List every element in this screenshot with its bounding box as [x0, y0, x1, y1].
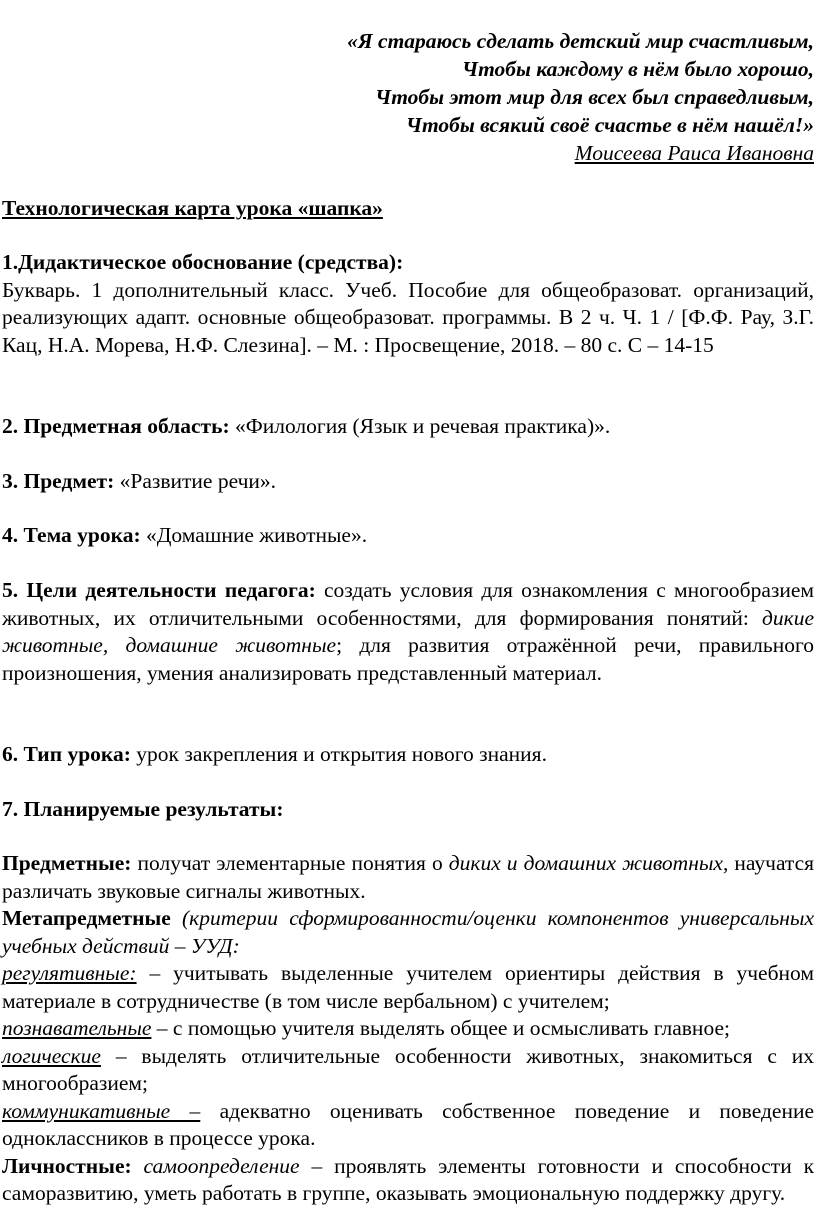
epigraph-line-1: «Я стараюсь сделать детский мир счастливым,: [347, 29, 814, 53]
results-heading: 7. Планируемые результаты:: [2, 797, 284, 821]
communicative-results: [2, 1098, 814, 1153]
section-goals: [2, 577, 814, 687]
subject-results-text-2: научатся различать звуковые сигналы животных.: [2, 851, 815, 903]
personal-results-label: Личностные:: [2, 1153, 132, 1178]
section-topic: [2, 522, 814, 550]
subject-value: «Развитие речи».: [119, 469, 277, 493]
section-lesson-type: [2, 741, 814, 769]
meta-results-criteria: (критерии сформированности/оценки компонентов универсальных учебных действий – УУД:: [2, 906, 814, 958]
topic-value: «Домашние животные».: [146, 523, 368, 547]
personal-results-italic: самоопределение: [143, 1153, 300, 1178]
personal-results-text: – проявлять элементы готовности и способности к саморазвитию, уметь работать в группе, оказывать эмоциональную поддержку другу.: [2, 1153, 815, 1205]
logical-label: логические: [2, 1043, 101, 1068]
section-didactic-heading: 1.Дидактическое обоснование (средства):: [2, 250, 404, 274]
subject-area-label: 2. Предметная область:: [2, 414, 230, 438]
document-title-row: [2, 195, 814, 223]
section-didactic-body: Букварь. 1 дополнительный класс. Учеб. Пособие для общеобразоват. организаций, реализующих адапт. основные общеобразоват. программы. В 2 ч. Ч. 1 / [Ф.Ф. Рау, З.Г. Кац, Н.А. Морева, Н.Ф. Слезина]. – М. : Просвещение, 2018. – 80 с. С – 14-15: [2, 277, 814, 357]
epigraph: [54, 27, 814, 167]
document-title: Технологическая карта урока «шапка»: [2, 196, 383, 220]
results-block: [2, 850, 814, 1208]
subject-label: 3. Предмет:: [2, 469, 115, 493]
topic-label: 4. Тема урока:: [2, 523, 141, 547]
cognitive-results: [2, 1015, 814, 1043]
subject-results-text-1: получат элементарные понятия о: [137, 851, 443, 875]
personal-results: [2, 1153, 814, 1208]
section-didactic: [2, 249, 814, 359]
meta-results: [2, 905, 814, 960]
section-subject-area: [2, 413, 814, 441]
regulative-label: регулятивные:: [2, 961, 137, 985]
lesson-type-value: урок закрепления и открытия нового знания.: [136, 742, 547, 766]
goals-text-1: создать условия для ознакомления с многообразием животных, их отличительными особенностями, для формирования понятий:: [2, 578, 815, 630]
regulative-text: – учитывать выделенные учителем ориентиры действия в учебном материале в сотрудничестве (в том числе вербальном) с учителем;: [2, 961, 814, 1013]
goals-text-2: ; для развития отражённой речи, правильного произношения, умения анализировать представленный материал.: [2, 633, 815, 685]
section-subject: [2, 468, 814, 496]
logical-text: – выделять отличительные особенности животных, знакомиться с их многообразием;: [2, 1043, 814, 1095]
section-results-heading-row: [2, 796, 814, 824]
subject-area-value: «Филология (Язык и речевая практика)».: [235, 414, 611, 438]
epigraph-line-3: Чтобы этот мир для всех был справедливым,: [375, 85, 814, 109]
goals-label: 5. Цели деятельности педагога:: [2, 578, 316, 602]
logical-results: [2, 1043, 814, 1098]
goals-italic-concepts: дикие животные, домашние животные: [2, 605, 814, 657]
communicative-label: коммуникативные –: [2, 1098, 201, 1123]
epigraph-line-4: Чтобы всякий своё счастье в нём нашёл!»: [405, 113, 814, 137]
communicative-text: адекватно оценивать собственное поведение и поведение одноклассников в процессе урока.: [2, 1098, 815, 1150]
cognitive-label: познавательные: [2, 1016, 152, 1040]
epigraph-line-2: Чтобы каждому в нём было хорошо,: [462, 57, 814, 81]
subject-results-label: Предметные:: [2, 851, 132, 875]
regulative-results: [2, 960, 814, 1015]
subject-results: [2, 850, 814, 905]
cognitive-text: – с помощью учителя выделять общее и осмысливать главное;: [156, 1016, 730, 1040]
lesson-type-label: 6. Тип урока:: [2, 742, 131, 766]
meta-results-label: Метапредметные: [2, 906, 171, 930]
epigraph-author: Моисеева Раиса Ивановна: [574, 141, 814, 165]
subject-results-italic: диких и домашних животных,: [448, 851, 729, 875]
